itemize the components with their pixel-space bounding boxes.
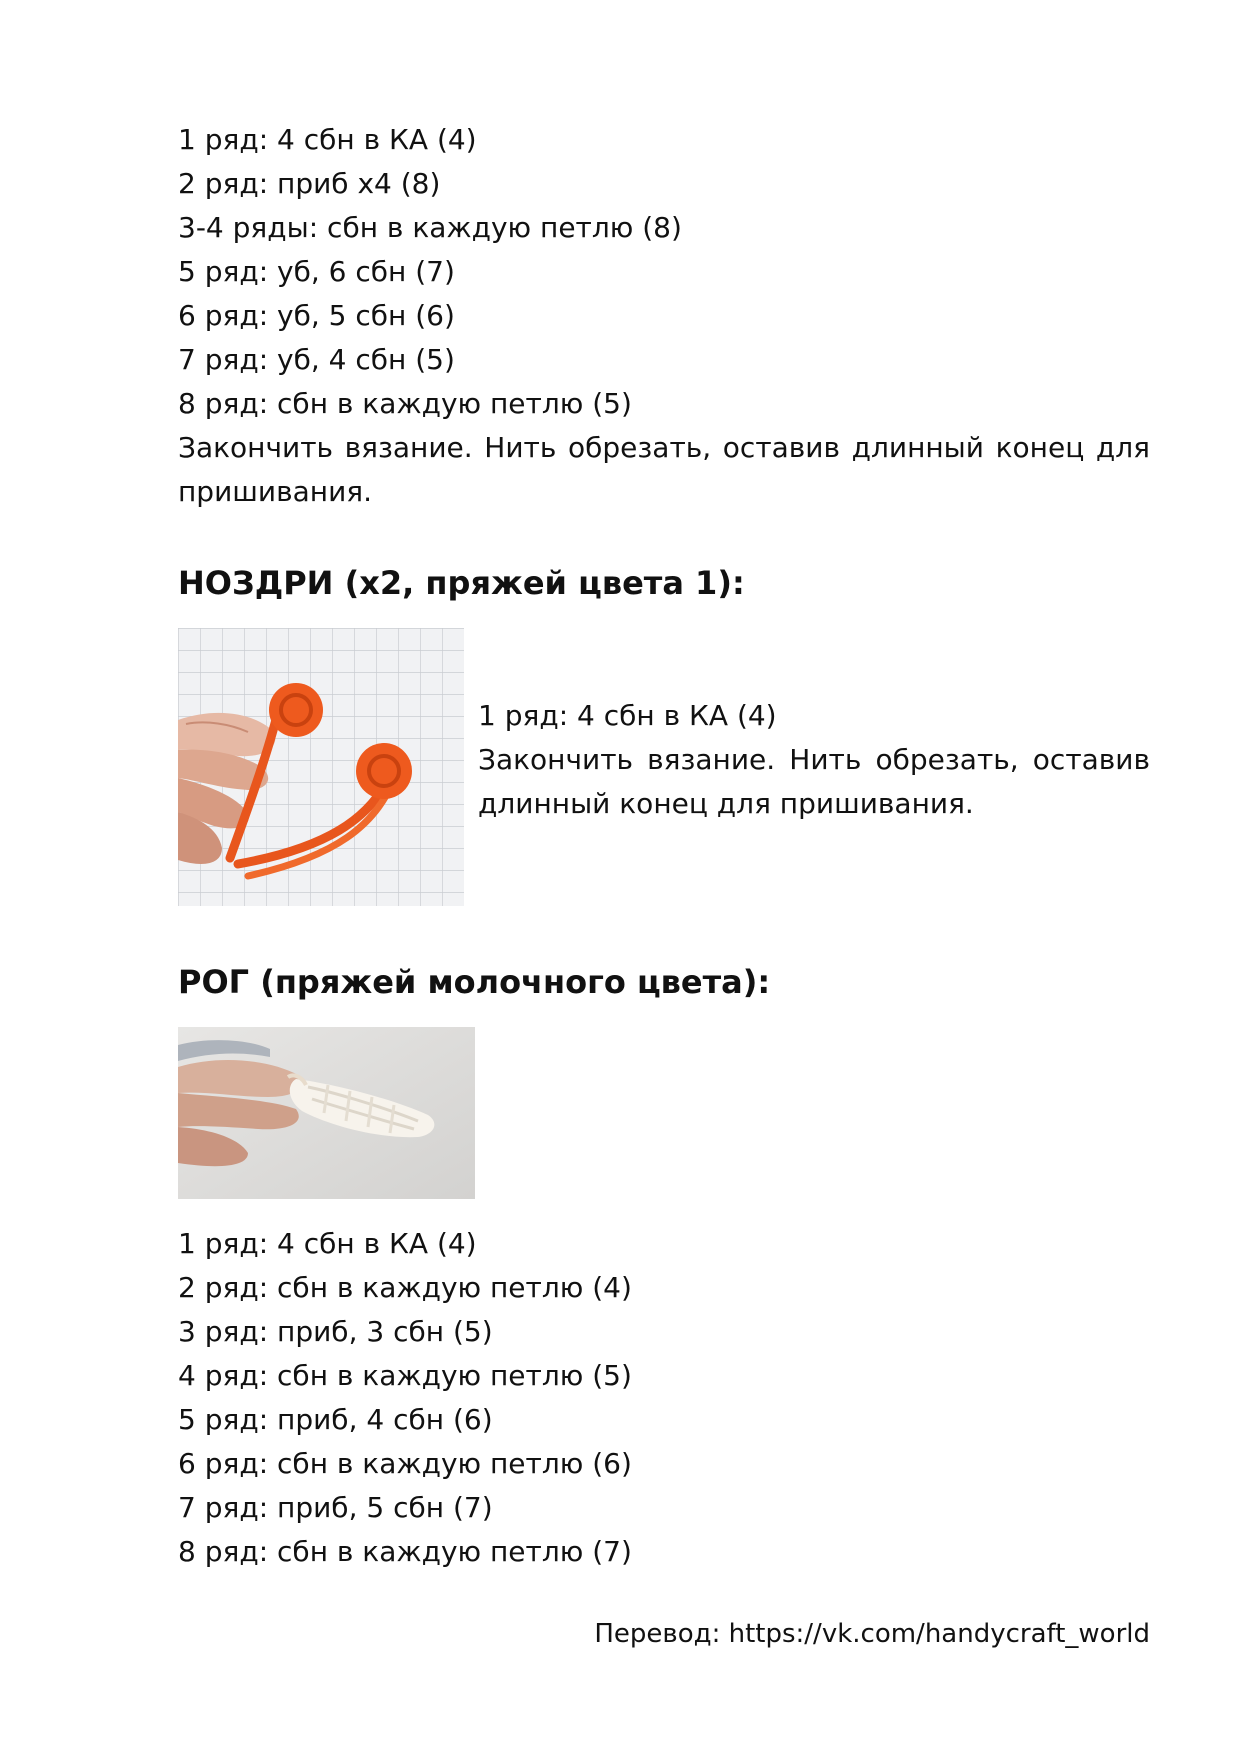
instruction-row: 5 ряд: приб, 4 сбн (6)	[178, 1403, 493, 1436]
instruction-row: 8 ряд: сбн в каждую петлю (7)	[178, 1535, 632, 1568]
instruction-row: 7 ряд: приб, 5 сбн (7)	[178, 1491, 493, 1524]
instruction-row: 1 ряд: 4 сбн в КА (4)	[478, 699, 777, 732]
instruction-row: 3 ряд: приб, 3 сбн (5)	[178, 1315, 493, 1348]
instruction-row: 2 ряд: приб х4 (8)	[178, 167, 441, 200]
instruction-row: 2 ряд: сбн в каждую петлю (4)	[178, 1271, 632, 1304]
horn-photo	[178, 1027, 475, 1199]
translation-credit: Перевод: https://vk.com/handycraft_world	[594, 1619, 1150, 1649]
instruction-row: 4 ряд: сбн в каждую петлю (5)	[178, 1359, 632, 1392]
nostrils-heading: НОЗДРИ (х2, пряжей цвета 1):	[178, 564, 745, 602]
horn-heading: РОГ (пряжей молочного цвета):	[178, 963, 771, 1001]
instruction-row: 8 ряд: сбн в каждую петлю (5)	[178, 387, 632, 420]
instruction-row: 7 ряд: уб, 4 сбн (5)	[178, 343, 455, 376]
instruction-row: 6 ряд: сбн в каждую петлю (6)	[178, 1447, 632, 1480]
horn-instructions	[178, 1222, 632, 1574]
instruction-row: 1 ряд: 4 сбн в КА (4)	[178, 123, 477, 156]
finish-instruction: Закончить вязание. Нить обрезать, оставив длинный конец для пришивания.	[478, 743, 1150, 820]
nostrils-instructions	[478, 694, 1150, 826]
nostrils-photo	[178, 628, 464, 906]
instruction-row: 5 ряд: уб, 6 сбн (7)	[178, 255, 455, 288]
top-instructions	[178, 118, 1150, 514]
instruction-row: 6 ряд: уб, 5 сбн (6)	[178, 299, 455, 332]
instruction-row: 1 ряд: 4 сбн в КА (4)	[178, 1227, 477, 1260]
finish-instruction: Закончить вязание. Нить обрезать, оставив длинный конец для пришивания.	[178, 431, 1150, 508]
instruction-row: 3-4 ряды: сбн в каждую петлю (8)	[178, 211, 682, 244]
